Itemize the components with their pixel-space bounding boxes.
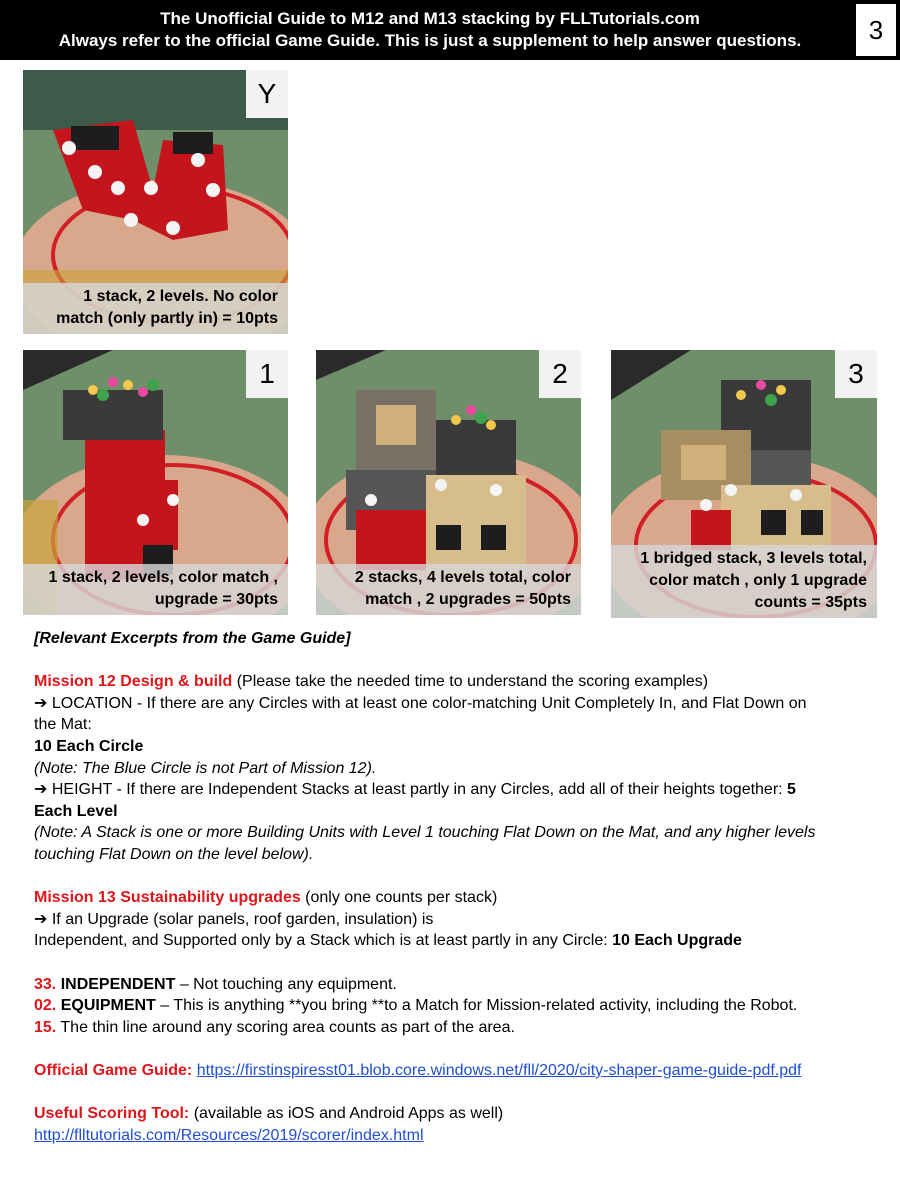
photo-example-y (23, 70, 288, 334)
caption-line: match (only partly in) = 10pts (56, 310, 278, 327)
photo-tag: 1 (246, 350, 288, 398)
m12-height-line1 (34, 779, 874, 801)
m13-intro: (only one counts per stack) (300, 889, 498, 907)
m13-line2-text: Independent, and Supported only by a Stack which is at least partly in any Circle: (34, 932, 613, 950)
page-number: 3 (856, 4, 896, 56)
photo-caption (611, 545, 877, 618)
m12-height-bold: 5 (787, 781, 796, 799)
m13-line2 (34, 930, 874, 952)
rule-number: 33. (34, 975, 57, 993)
rule-number: 02. (34, 997, 57, 1015)
photo-example-2 (316, 350, 581, 615)
caption-line: 2 stacks, 4 levels total, color (354, 569, 571, 586)
guide-excerpts (34, 628, 874, 1146)
photo-example-1 (23, 350, 288, 615)
rule-text: – Not touching any equipment. (175, 975, 397, 993)
photo-caption (23, 564, 288, 615)
rule-text: – This is anything **you bring **to a Match for Mission-related activity, including the Robot. (155, 997, 798, 1015)
scoring-tool-link[interactable]: http://flltutorials.com/Resources/2019/scorer/index.html (34, 1126, 424, 1144)
scoring-tool-line (34, 1103, 874, 1125)
header-title: The Unofficial Guide to M12 and M13 stacking by FLLTutorials.com (160, 9, 700, 28)
rule-term: EQUIPMENT (60, 997, 156, 1015)
m12-note-blue: (Note: The Blue Circle is not Part of Mission 12). (34, 759, 377, 777)
rule-text: The thin line around any scoring area counts as part of the area. (56, 1018, 515, 1036)
caption-line: color match , only 1 upgrade (649, 572, 867, 589)
scoring-tool-link-line (34, 1125, 874, 1147)
official-guide-line (34, 1060, 874, 1082)
page-header (0, 0, 900, 60)
m13-title: Mission 13 Sustainability upgrades (34, 889, 301, 907)
m12-location-line2: the Mat: (34, 716, 92, 734)
photo-tag: Y (246, 70, 288, 118)
official-guide-label: Official Game Guide: (34, 1061, 193, 1079)
m13-line2-bold: 10 Each Upgrade (612, 932, 742, 950)
photo-tag: 2 (539, 350, 581, 398)
m12-location-line1: ➔ LOCATION - If there are any Circles with at least one color-matching Unit Completely In, and Flat Down on (34, 694, 807, 712)
caption-line: 1 stack, 2 levels. No color (83, 288, 278, 305)
m12-title-line (34, 671, 874, 693)
m12-each-circle: 10 Each Circle (34, 737, 144, 755)
rule-number: 15. (34, 1018, 57, 1036)
rule-term: INDEPENDENT (60, 975, 176, 993)
caption-line: counts = 35pts (754, 594, 867, 611)
caption-line: match , 2 upgrades = 50pts (365, 591, 571, 608)
caption-line: upgrade = 30pts (154, 591, 278, 608)
m12-note-stack-line2: touching Flat Down on the level below). (34, 845, 314, 863)
photo-caption (23, 283, 288, 334)
m12-title: Mission 12 Design & build (34, 673, 233, 691)
photo-tag: 3 (835, 350, 877, 398)
rule-thin-line (34, 1017, 874, 1039)
header-subtitle: Always refer to the official Game Guide. This is just a supplement to help answer questions. (58, 31, 802, 50)
m13-title-line (34, 887, 874, 909)
m13-line1: ➔ If an Upgrade (solar panels, roof garden, insulation) is (34, 910, 434, 928)
photo-example-3 (611, 350, 877, 618)
caption-line: 1 bridged stack, 3 levels total, (640, 550, 867, 567)
rule-equipment (34, 995, 874, 1017)
caption-line: 1 stack, 2 levels, color match , (48, 569, 278, 586)
scoring-tool-note: (available as iOS and Android Apps as well) (189, 1105, 504, 1123)
excerpts-heading: [Relevant Excerpts from the Game Guide] (34, 630, 351, 647)
m12-height-line2: Each Level (34, 802, 118, 820)
official-guide-link[interactable]: https://firstinspiresst01.blob.core.windows.net/fll/2020/city-shaper-game-guide-pdf.pdf (196, 1061, 802, 1079)
m12-note-stack-line1: (Note: A Stack is one or more Building Units with Level 1 touching Flat Down on the Mat, and any higher levels (34, 824, 816, 842)
rule-independent (34, 974, 874, 996)
scoring-tool-label: Useful Scoring Tool: (34, 1105, 190, 1123)
photo-caption (316, 564, 581, 615)
m12-height-text: ➔ HEIGHT - If there are Independent Stacks at least partly in any Circles, add all of their heights together: (34, 781, 788, 799)
m12-intro: (Please take the needed time to understand the scoring examples) (232, 673, 709, 691)
